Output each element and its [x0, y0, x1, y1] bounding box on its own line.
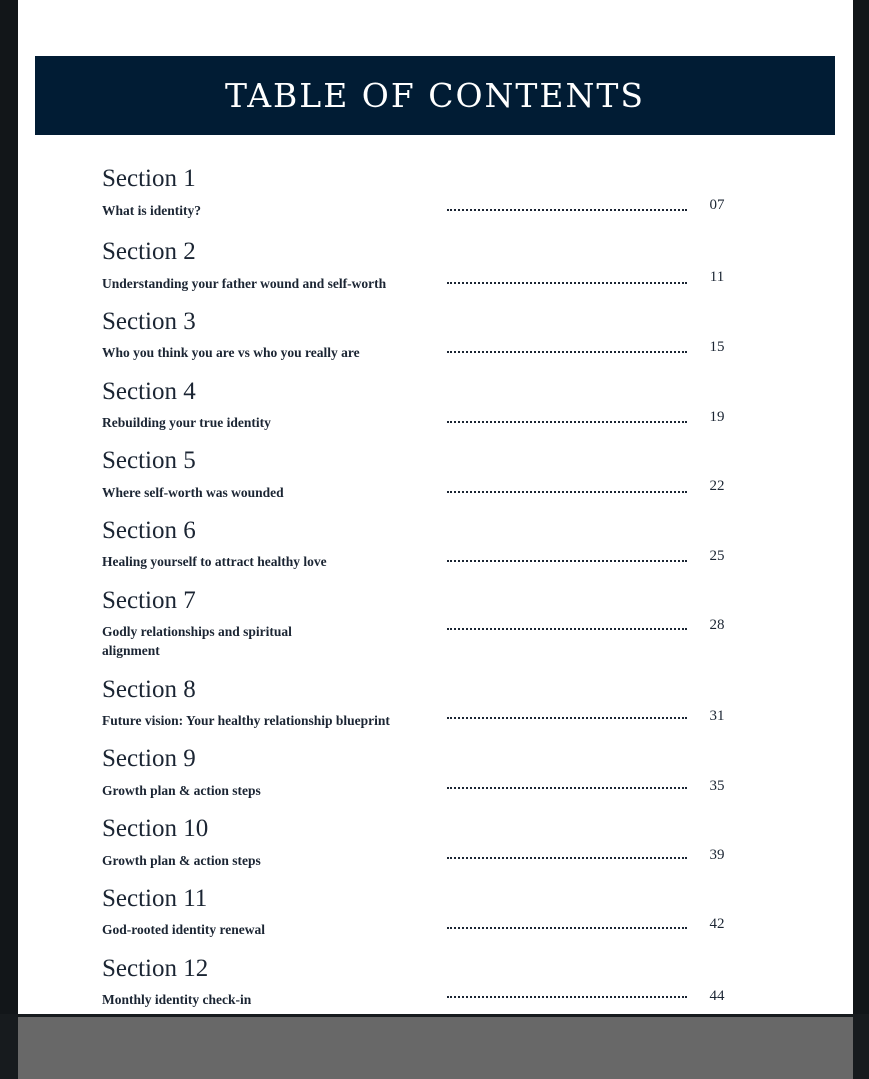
section-title: Section 6: [102, 517, 196, 544]
toc-entry-3[interactable]: [102, 307, 742, 360]
toc-entry-7[interactable]: [102, 586, 742, 658]
section-subtitle: Growth plan & action steps: [102, 853, 261, 868]
dot-leader: [447, 560, 687, 562]
page-number: 44: [709, 988, 725, 1004]
section-subtitle: Where self-worth was wounded: [102, 485, 284, 500]
dot-leader: [447, 351, 687, 353]
toc-entry-1[interactable]: [102, 164, 742, 218]
next-page-preview: [18, 1017, 853, 1079]
page-number: 42: [709, 916, 725, 932]
section-subtitle: Growth plan & action steps: [102, 783, 261, 798]
section-subtitle: Monthly identity check-in: [102, 992, 252, 1007]
section-title: Section 10: [102, 815, 209, 842]
section-subtitle: Who you think you are vs who you really are: [102, 345, 360, 360]
section-title: Section 2: [102, 238, 196, 265]
page-number: 22: [709, 478, 725, 494]
section-subtitle: Rebuilding your true identity: [102, 415, 271, 430]
section-subtitle: Future vision: Your healthy relationship blueprint: [102, 713, 390, 728]
section-title: Section 5: [102, 447, 196, 474]
section-title: Section 8: [102, 676, 196, 703]
section-subtitle: Healing yourself to attract healthy love: [102, 554, 327, 569]
section-title: Section 11: [102, 885, 208, 912]
section-title: Section 9: [102, 745, 196, 772]
dot-leader: [447, 421, 687, 423]
page-number: 28: [709, 617, 725, 633]
dot-leader: [447, 209, 687, 211]
table-of-contents: [18, 0, 853, 1017]
dot-leader: [447, 282, 687, 284]
section-title: Section 3: [102, 308, 196, 335]
page-number: 39: [709, 847, 725, 863]
section-title: Section 1: [102, 165, 196, 192]
document-page: [18, 0, 853, 1017]
toc-entry-6[interactable]: [102, 516, 742, 569]
dot-leader: [447, 787, 687, 789]
dot-leader: [447, 927, 687, 929]
toc-entry-5[interactable]: [102, 446, 742, 500]
page-number: 25: [709, 548, 725, 564]
section-subtitle: Godly relationships and spiritual alignment: [102, 624, 292, 658]
page-number: 35: [709, 778, 725, 794]
page-title: TABLE OF CONTENTS: [225, 76, 645, 115]
toc-entry-8[interactable]: [102, 675, 742, 728]
toc-entry-10[interactable]: [102, 814, 742, 868]
page-number: 31: [709, 708, 725, 724]
section-title: Section 7: [102, 587, 196, 614]
toc-entry-11[interactable]: [102, 884, 742, 937]
toc-entry-4[interactable]: [102, 377, 742, 430]
dot-leader: [447, 857, 687, 859]
toc-entry-12[interactable]: [102, 954, 742, 1007]
toc-entry-9[interactable]: [102, 744, 742, 798]
section-subtitle: God-rooted identity renewal: [102, 922, 265, 937]
dot-leader: [447, 996, 687, 998]
page-number: 19: [709, 409, 725, 425]
section-subtitle: What is identity?: [102, 203, 202, 218]
dot-leader: [447, 491, 687, 493]
page-number: 11: [709, 269, 725, 285]
page-number: 15: [709, 339, 725, 355]
dot-leader: [447, 717, 687, 719]
dot-leader: [447, 628, 687, 630]
section-subtitle: Understanding your father wound and self-worth: [102, 276, 387, 291]
page-number: 07: [709, 197, 725, 213]
section-title: Section 4: [102, 378, 196, 405]
section-title: Section 12: [102, 955, 209, 982]
toc-entry-2[interactable]: [102, 237, 742, 291]
